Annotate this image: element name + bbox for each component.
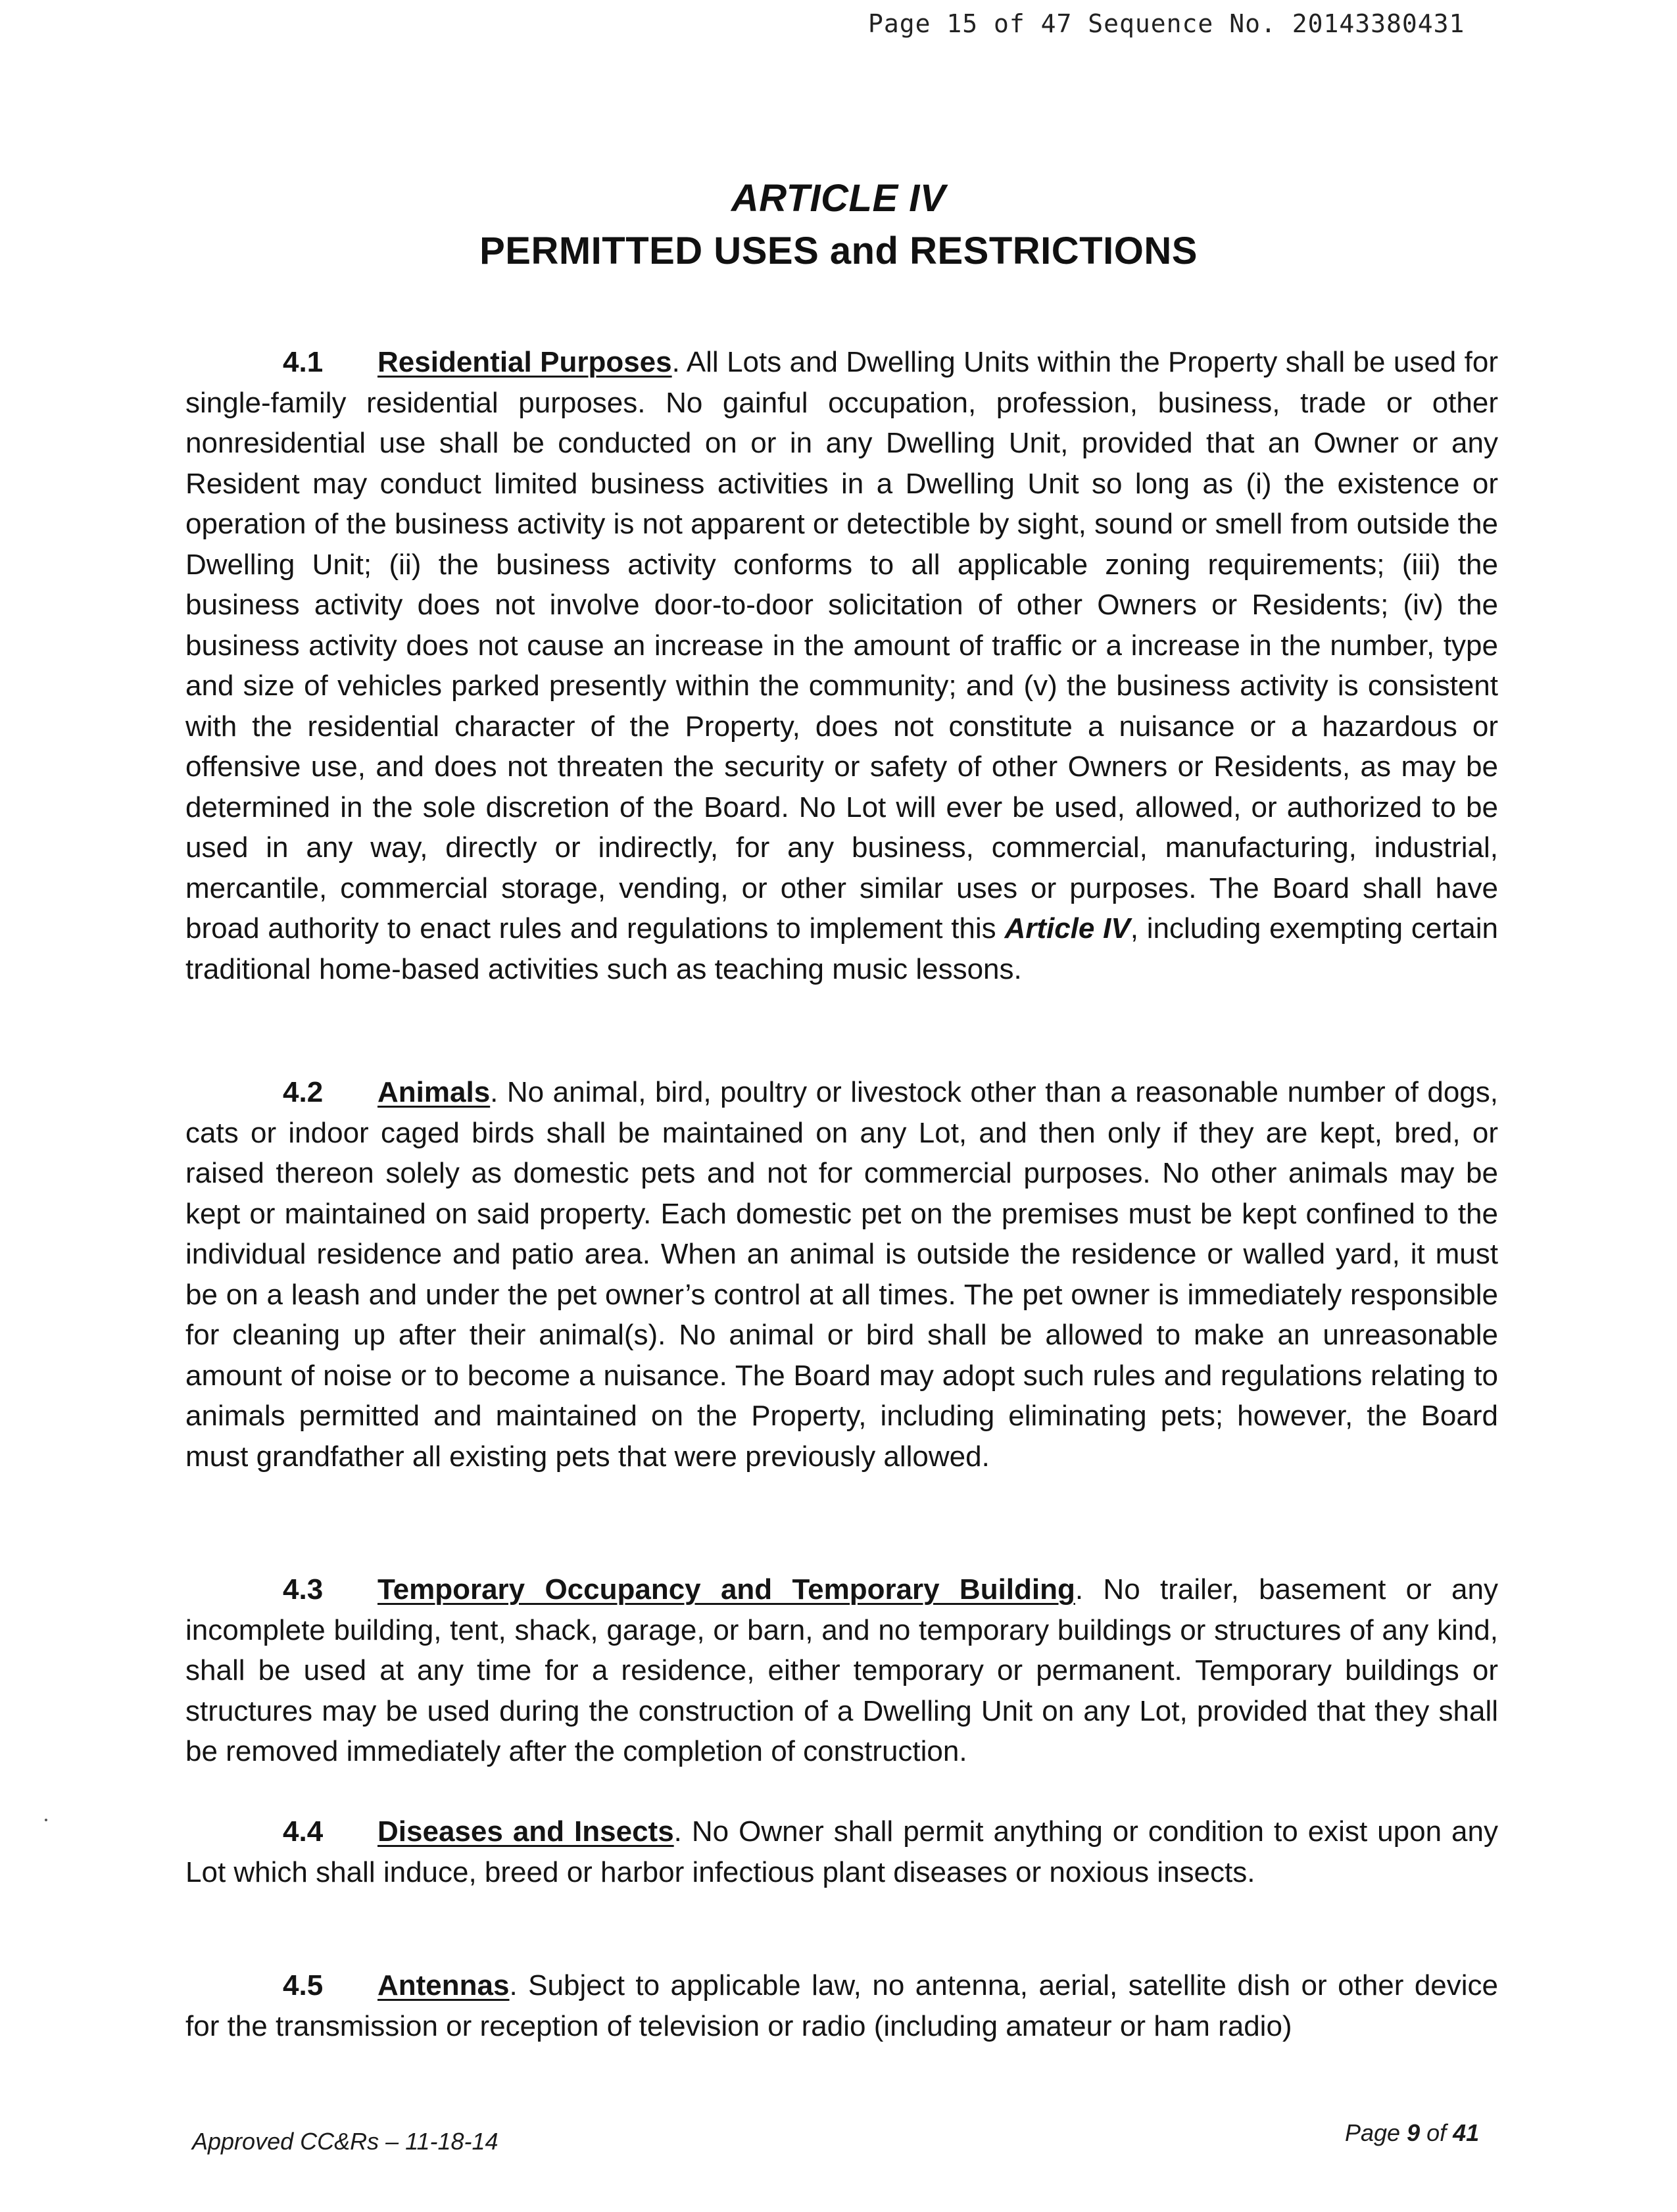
section-body: No Owner shall permit anything or condition to exist upon any Lot which shall induce, breed or harbor infectious plant diseases or noxious insects. bbox=[185, 1815, 1498, 1888]
section-4-4: 4.4 Diseases and Insects. No Owner shall permit anything or condition to exist upon any Lot which shall induce, breed or harbor infectious plant diseases or noxious insects. bbox=[185, 1811, 1498, 1892]
section-heading: Temporary Occupancy and Temporary Building bbox=[377, 1573, 1075, 1606]
section-4-5: 4.5 Antennas. Subject to applicable law, no antenna, aerial, satellite dish or other device for the transmission or reception of television or radio (including amateur or ham radio) bbox=[185, 1965, 1498, 2046]
article-reference: Article IV bbox=[1004, 912, 1130, 945]
section-body: All Lots and Dwelling Units within the Property shall be used for single-family residential purposes. No gainful occupation, profession, business, trade or other nonresidential use shall be conducted on or in any Dwelling Unit, provided that an Owner or any Resident may conduct limited business activities in a Dwelling Unit so long as (i) the existence or operation of the business activity is not apparent or detectible by sight, sound or smell from outside the Dwelling Unit; (ii) the business activity conforms to all applicable zoning requirements; (iii) the business activity does not involve door-to-door solicitation of other Owners or Residents; (iv) the business activity does not cause an increase in the amount of traffic or a increase in the number, type and size of vehicles parked presently within the community; and (v) the business activity is consistent with the residential character of the Property, does not constitute a nuisance or a hazardous or offensive use, and does not threaten the security or safety of other Owners or Residents, as may be determined in the sole discretion of the Board. No Lot will ever be used, allowed, or authorized to be used in any way, directly or indirectly, for any business, commercial, manufacturing, industrial, mercantile, commercial storage, vending, or other similar uses or purposes. The Board shall have broad authority to enact rules and regulations to implement this bbox=[185, 346, 1498, 945]
footer-document-label: Approved CC&Rs – 11-18-14 bbox=[192, 2128, 498, 2155]
section-number: 4.1 bbox=[283, 346, 324, 378]
scan-speck bbox=[45, 1819, 47, 1821]
section-number: 4.4 bbox=[283, 1815, 324, 1848]
section-number: 4.2 bbox=[283, 1076, 324, 1108]
article-title: ARTICLE IV bbox=[731, 177, 946, 220]
section-number: 4.3 bbox=[283, 1573, 324, 1606]
section-heading: Diseases and Insects bbox=[377, 1815, 674, 1848]
page-current: 9 bbox=[1407, 2119, 1421, 2146]
section-body: Subject to applicable law, no antenna, aerial, satellite dish or other device for the transmission or reception of television or radio (including amateur or ham radio) bbox=[185, 1969, 1499, 2042]
section-4-1: 4.1 Residential Purposes. All Lots and Dwelling Units within the Property shall be used for single-family residential purposes. No gainful occupation, profession, business, trade or other nonresidential use shall be conducted on or in any Dwelling Unit, provided that an Owner or any Resident may conduct limited business activities in a Dwelling Unit so long as (i) the existence or operation of the business activity is not apparent or detectible by sight, sound or smell from outside the Dwelling Unit; (ii) the business activity conforms to all applicable zoning requirements; (iii) the business activity does not involve door-to-door solicitation of other Owners or Residents; (iv) the business activity does not cause an increase in the amount of traffic or a increase in the number, type and size of vehicles parked presently within the community; and (v) the business activity is consistent with the residential character of the Property, does not constitute a nuisance or a hazardous or offensive use, and does not threaten the security or safety of other Owners or Residents, as may be determined in the sole discretion of the Board. No Lot will ever be used, allowed, or authorized to be used in any way, directly or indirectly, for any business, commercial, manufacturing, industrial, mercantile, commercial storage, vending, or other similar uses or purposes. The Board shall have broad authority to enact rules and regulations to implement this Article IV, including exempting certain traditional home-based activities such as teaching music lessons. bbox=[185, 342, 1498, 989]
section-body: No animal, bird, poultry or livestock other than a reasonable number of dogs, cats or indoor caged birds shall be maintained on any Lot, and then only if they are kept, bred, or raised thereon solely as domestic pets and not for commercial purposes. No other animals may be kept or maintained on said property. Each domestic pet on the premises must be kept confined to the individual residence and patio area. When an animal is outside the residence or walled yard, it must be on a leash and under the pet owner’s control at all times. The pet owner is immediately responsible for cleaning up after their animal(s). No animal or bird shall be allowed to make an unreasonable amount of noise or to become a nuisance. The Board may adopt such rules and regulations relating to animals permitted and maintained on the Property, including eliminating pets; however, the Board must grandfather all existing pets that were previously allowed. bbox=[185, 1076, 1498, 1473]
page-total: 41 bbox=[1453, 2119, 1480, 2146]
section-4-3: 4.3 Temporary Occupancy and Temporary Building. No trailer, basement or any incomplete building, tent, shack, garage, or barn, and no temporary buildings or structures of any kind, shall be used at any time for a residence, either temporary or permanent. Temporary buildings or structures may be used during the construction of a Dwelling Unit on any Lot, provided that they shall be removed immediately after the completion of construction. bbox=[185, 1569, 1498, 1772]
section-heading: Residential Purposes bbox=[377, 346, 672, 378]
page-prefix: Page bbox=[1345, 2119, 1407, 2146]
section-heading: Animals bbox=[377, 1076, 491, 1108]
section-body: No trailer, basement or any incomplete building, tent, shack, garage, or barn, and no temporary buildings or structures of any kind, shall be used at any time for a residence, either temporary or permanent. Temporary buildings or structures may be used during the construction of a Dwelling Unit on any Lot, provided that they shall be removed immediately after the completion of construction. bbox=[185, 1573, 1498, 1767]
page-of: of bbox=[1420, 2119, 1453, 2146]
recording-stamp: Page 15 of 47 Sequence No. 20143380431 bbox=[868, 9, 1465, 38]
article-subtitle: PERMITTED USES and RESTRICTIONS bbox=[479, 230, 1198, 272]
section-heading: Antennas bbox=[377, 1969, 510, 2002]
section-4-2: 4.2 Animals. No animal, bird, poultry or livestock other than a reasonable number of dogs, cats or indoor caged birds shall be maintained on any Lot, and then only if they are kept, bred, or raised thereon solely as domestic pets and not for commercial purposes. No other animals may be kept or maintained on said property. Each domestic pet on the premises must be kept confined to the individual residence and patio area. When an animal is outside the residence or walled yard, it must be on a leash and under the pet owner’s control at all times. The pet owner is immediately responsible for cleaning up after their animal(s). No animal or bird shall be allowed to make an unreasonable amount of noise or to become a nuisance. The Board may adopt such rules and regulations relating to animals permitted and maintained on the Property, including eliminating pets; however, the Board must grandfather all existing pets that were previously allowed. bbox=[185, 1072, 1498, 1477]
footer-page-number bbox=[1345, 2119, 1479, 2147]
section-body-continued: , including exempting certain traditional home-based activities such as teaching music lessons. bbox=[185, 912, 1498, 985]
section-number: 4.5 bbox=[283, 1969, 324, 2002]
